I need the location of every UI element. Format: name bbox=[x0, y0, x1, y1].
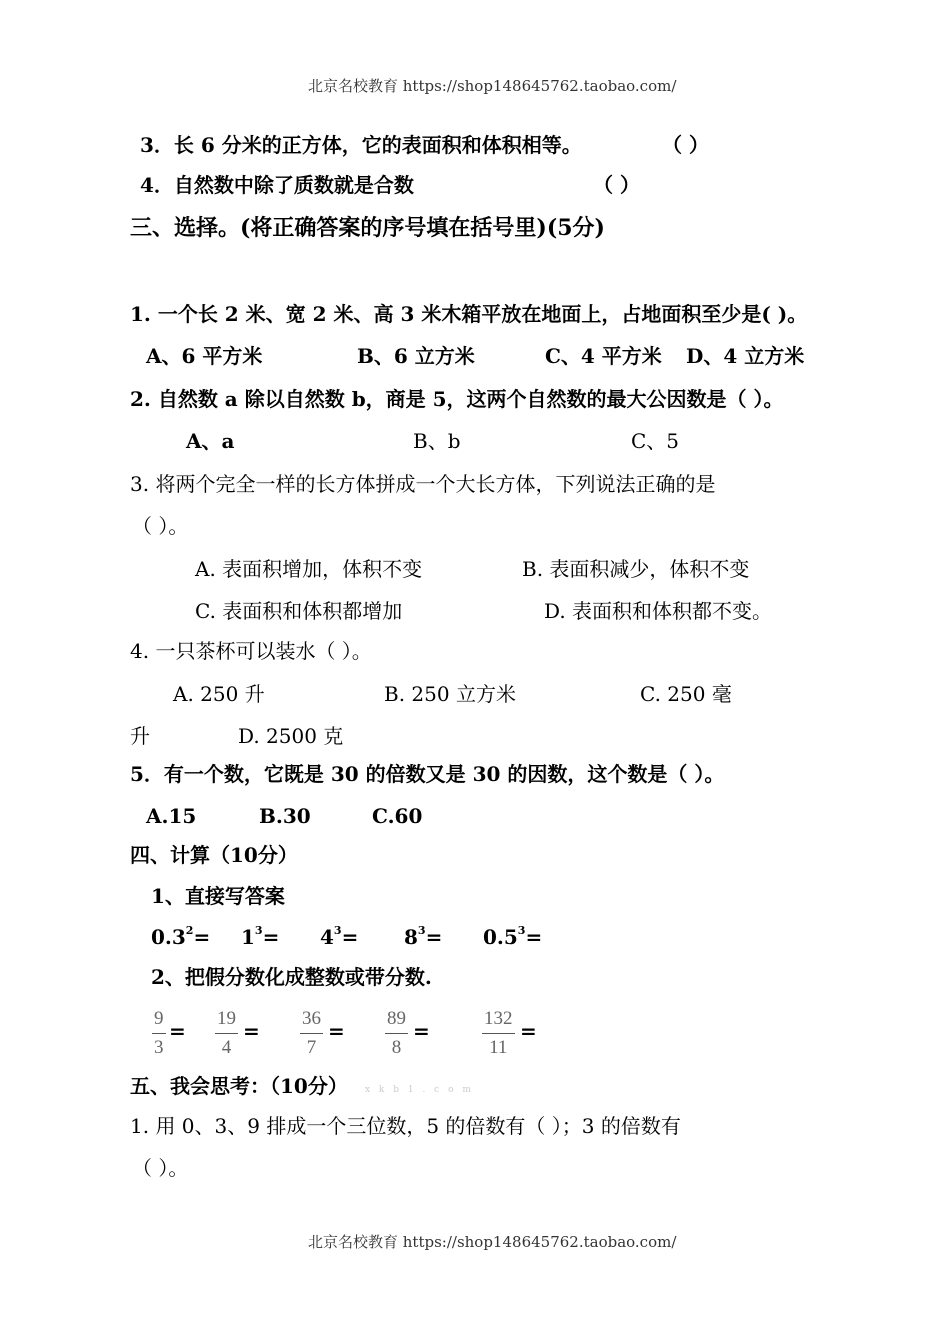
choice-q3-option-d: D. 表面积和体积都不变。 bbox=[544, 599, 773, 623]
fraction-2: $\frac{19}{4}$ bbox=[217, 1008, 236, 1058]
choice-q2-option-c: C、5 bbox=[631, 429, 680, 453]
choice-q4-option-d: D. 2500 克 bbox=[238, 724, 344, 748]
choice-q5-option-c: C.60 bbox=[372, 804, 423, 828]
choice-q1-option-b: B、6 立方米 bbox=[357, 344, 475, 368]
power-expression-5: $0.5^3=$ bbox=[483, 924, 543, 949]
judge-question-4: 4．自然数中除了质数就是合数 bbox=[140, 173, 414, 197]
choice-question-4: 4. 一只茶杯可以装水（ ）。 bbox=[130, 639, 372, 663]
choice-q4-option-a: A. 250 升 bbox=[173, 682, 265, 706]
choice-question-1: 1. 一个长 2 米、宽 2 米、高 3 米木箱平放在地面上，占地面积至少是( )。 bbox=[130, 302, 808, 326]
judge-question-3-paren: （ ） bbox=[662, 133, 709, 157]
choice-q5-option-b: B.30 bbox=[259, 804, 311, 828]
fraction-3-equals: = bbox=[328, 1019, 345, 1043]
power-expression-4: $8^3=$ bbox=[404, 924, 443, 949]
fraction-1-equals: = bbox=[169, 1019, 186, 1043]
judge-question-3: 3．长 6 分米的正方体，它的表面积和体积相等。 bbox=[140, 133, 582, 157]
fraction-1: $\frac{9}{3}$ bbox=[154, 1008, 164, 1058]
think-question-1: 1. 用 0、3、9 排成一个三位数，5 的倍数有（ ）；3 的倍数有 bbox=[130, 1114, 681, 1138]
choice-question-3-paren: （ ）。 bbox=[132, 514, 189, 538]
fraction-4-equals: = bbox=[413, 1019, 430, 1043]
choice-q2-option-a: A、a bbox=[186, 429, 235, 453]
choice-q3-option-a: A. 表面积增加，体积不变 bbox=[195, 557, 423, 581]
choice-q2-option-b: B、b bbox=[413, 429, 461, 453]
calc-subsection-2: 2、把假分数化成整数或带分数. bbox=[151, 965, 432, 989]
choice-q5-option-a: A.15 bbox=[146, 804, 197, 828]
power-expression-2: $1^3=$ bbox=[241, 924, 280, 949]
choice-question-5: 5．有一个数，它既是 30 的倍数又是 30 的因数，这个数是（ ）。 bbox=[130, 762, 725, 786]
judge-question-4-paren: （ ） bbox=[593, 173, 640, 197]
choice-q3-option-b: B. 表面积减少，体积不变 bbox=[522, 557, 750, 581]
page-header: 北京名校教育 https://shop148645762.taobao.com/ bbox=[308, 77, 677, 95]
section-5-title: 五、我会思考：（10分） bbox=[130, 1074, 348, 1098]
section-4-title: 四、计算（10分） bbox=[130, 843, 298, 867]
page-footer: 北京名校教育 https://shop148645762.taobao.com/ bbox=[308, 1233, 677, 1251]
choice-question-2: 2. 自然数 a 除以自然数 b，商是 5，这两个自然数的最大公因数是（ ）。 bbox=[130, 387, 784, 411]
choice-q1-option-a: A、6 平方米 bbox=[146, 344, 263, 368]
fraction-5-equals: = bbox=[520, 1019, 537, 1043]
fraction-2-equals: = bbox=[243, 1019, 260, 1043]
think-question-1-paren: （ ）。 bbox=[132, 1156, 189, 1180]
fraction-3: $\frac{36}{7}$ bbox=[302, 1008, 321, 1058]
calc-subsection-1: 1、直接写答案 bbox=[151, 884, 285, 908]
choice-question-3: 3. 将两个完全一样的长方体拼成一个大长方体，下列说法正确的是 bbox=[130, 472, 716, 496]
fraction-5: $\frac{132}{11}$ bbox=[484, 1008, 513, 1058]
section-3-title: 三、选择。(将正确答案的序号填在括号里)(5分) bbox=[130, 215, 605, 241]
choice-q3-option-c: C. 表面积和体积都增加 bbox=[195, 599, 403, 623]
watermark-text: x k b 1 . c o m bbox=[365, 1085, 474, 1095]
choice-q1-option-d: D、4 立方米 bbox=[686, 344, 805, 368]
power-expression-3: $4^3=$ bbox=[320, 924, 359, 949]
choice-q1-option-c: C、4 平方米 bbox=[545, 344, 662, 368]
power-expression-1: $0.3^2=$ bbox=[151, 924, 211, 949]
choice-q4-option-b: B. 250 立方米 bbox=[384, 682, 516, 706]
choice-q4-option-c: C. 250 毫 bbox=[640, 682, 732, 706]
fraction-4: $\frac{89}{8}$ bbox=[387, 1008, 406, 1058]
choice-q4-option-c-continued: 升 bbox=[130, 724, 150, 748]
